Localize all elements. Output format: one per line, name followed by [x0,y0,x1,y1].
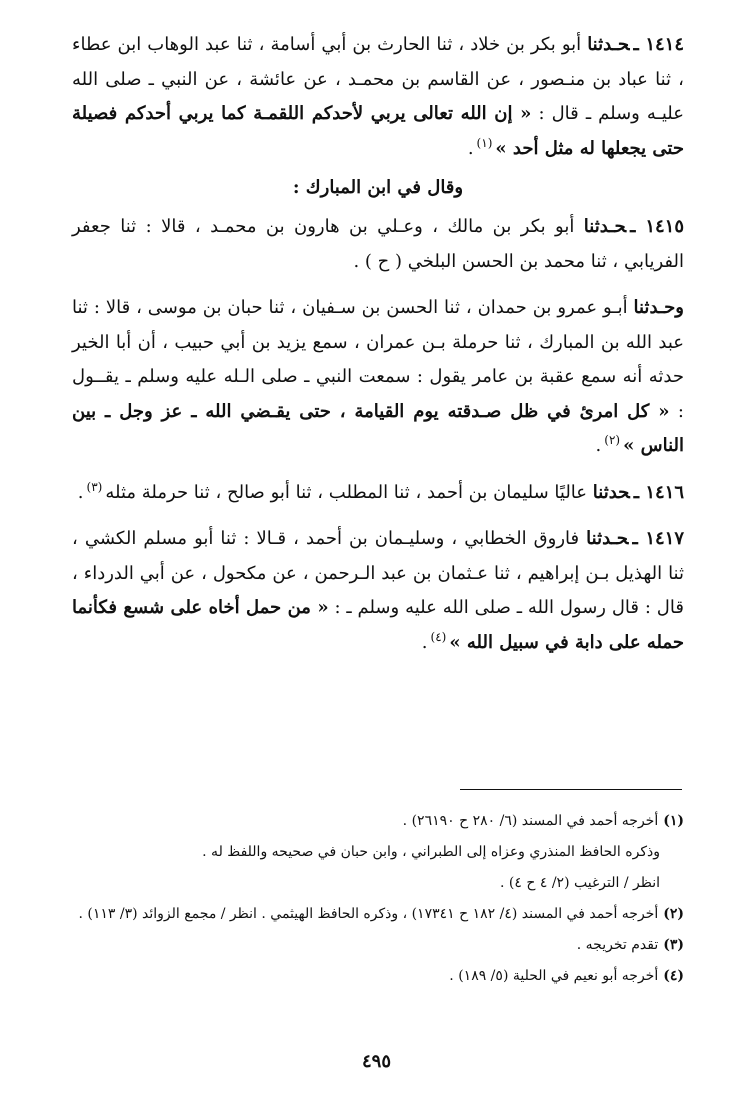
hadith-opener: وحـدثنا [633,297,684,318]
footnote-4 [72,961,684,992]
footnote-ref[interactable]: (٣) [86,479,103,494]
footnote-text: أخرجه أحمد في المسند (٦/ ٢٨٠ ح ٢٦١٩٠) . [402,813,659,829]
hadith-opener: حدثنا [592,481,630,503]
hadith-tail: . [421,631,428,653]
footnote-number: (٤) [663,968,684,984]
hadith-isnad: فاروق الخطابي ، وسليـمان بن أحمد ، قـالا : ثنا أبو مسلم الكشي ، ثنا الهذيل بـن إبراهيم ، ثنا عـثمان بن عبد الـرحمن ، عن مكحول ، عن أبي الدرداء ، قال : قال رسول الله ـ صلى الله عليه وسلم ـ : [72,528,684,618]
footnote-2 [72,899,684,930]
footnote-number: (٣) [663,937,684,953]
hadith-opener: حـدثنا [586,528,629,549]
footnote-ref[interactable]: (٤) [430,629,447,644]
footnote-1 [72,806,684,837]
hadith-1417 [72,522,684,660]
hadith-isnad: أبو بكر بن خلاد ، ثنا الحارث بن أبي أسامة ، ثنا عبد الوهاب ابن عطاء ، ثنا عباد بن منـصور ، عن القاسم بن محمـد ، عن عائشة ، عن النبي ـ صلى الله عليـه وسلم ـ قال : [72,34,684,124]
hadith-number: ١٤١٥ ـ [630,216,684,237]
hadith-number: ١٤١٧ ـ [632,528,684,549]
main-text [72,28,684,660]
footnote-number: (٢) [663,906,684,922]
footnote-text: وذكره الحافظ المنذري وعزاه إلى الطبراني ، وابن حبان في صحيحه واللفظ له . [202,844,660,860]
hadith-1416 [72,476,684,511]
hadith-1414 [72,28,684,166]
hadith-1415-second-chain [72,291,684,464]
hadith-tail: . [595,435,602,456]
hadith-matn: « من حمل أخاه على شسع فكأنما حمله على دابة في سبيل الله » [72,597,684,653]
section-heading: وقال في ابن المبارك : [292,177,464,198]
hadith-opener: حـدثنا [583,216,627,237]
page-number: ٤٩٥ [361,1051,391,1072]
footnote-text: أخرجه أبو نعيم في الحلية (٥/ ١٨٩) . [449,968,659,984]
hadith-isnad: عاليًا سليمان بن أحمد ، ثنا المطلب ، ثنا أبو صالح ، ثنا حرملة مثله [105,481,588,503]
hadith-matn: « إن الله تعالى يربي لأحدكم اللقمـة كما يربي أحدكم فصيلة حتى يجعلها له مثل أحد » [72,103,684,159]
hadith-isnad: أبو بكر بن مالك ، وعـلي بن هارون بن محمـد ، قالا : ثنا جعفر الفريابي ، ثنا محمد بن الحسن البلخي ( ح ) . [72,216,684,272]
footnote-3 [72,930,684,961]
footnote-1-continued [72,837,684,868]
footnotes [72,806,684,992]
hadith-tail: . [467,137,474,159]
footnote-ref[interactable]: (١) [476,135,493,150]
footnote-1-reference [72,868,684,899]
footnote-text: تقدم تخريجه . [576,937,659,953]
hadith-1415 [72,210,684,279]
hadith-number: ١٤١٦ ـ [633,481,684,503]
hadith-number: ١٤١٤ ـ [633,34,684,55]
hadith-tail: . [77,481,84,503]
footnote-ref[interactable]: (٢) [604,433,621,447]
hadith-isnad: أبـو عمرو بن حمدان ، ثنا الحسن بن سـفيان ، ثنا حبان بن موسى ، قالا : ثنا عبد الله بن المبارك ، ثنا حرملة بـن عمران ، سمع يزيد بن أبي حبيب ، أن أبا الخير حدثه أنه سمع عقبة بن عامر يقول : سمعت النبي ـ صلى الـله عليه وسلم ـ يقــول : [72,297,684,422]
hadith-opener: حـدثنا [587,34,630,55]
footnote-text: انظر / الترغيب (٢/ ٤ ح ٤) . [500,875,660,891]
footnote-text: أخرجه أحمد في المسند (٤/ ١٨٢ ح ١٧٣٤١) ، وذكره الحافظ الهيثمي . انظر / مجمع الزوائد (٣/ ١١٣) . [78,906,659,922]
footnote-number: (١) [663,813,684,829]
hadith-matn: « كل امرئ في ظل صـدقته يوم القيامة ، حتى يقـضي الله ـ عز وجل ـ بين الناس » [72,400,684,456]
footnote-divider [460,789,682,790]
